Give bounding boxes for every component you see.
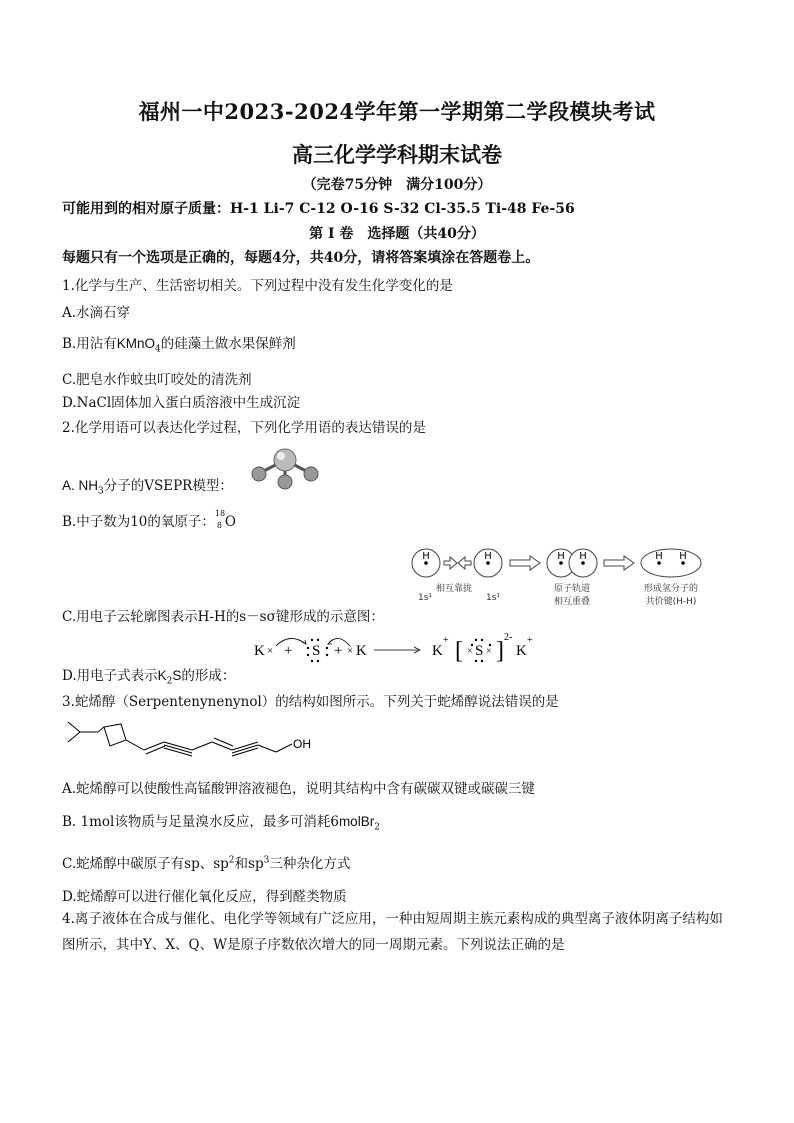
q3-option-a: A.蛇烯醇可以使酸性高锰酸钾溶液褪色，说明其结构中含有碳碳双键或碳碳三键 [62, 781, 536, 797]
q1-stem: 1.化学与生产、生活密切相关。下列过程中没有发生化学变化的是 [62, 278, 453, 294]
section-title: 第 Ⅰ 卷 选择题（共40分） [309, 226, 485, 242]
q2-option-d: D.用电子式表示$K_2S$的形成： [62, 668, 236, 687]
k2s-formation-figure [250, 628, 550, 670]
q3-stem: 3.蛇烯醇（Serpentenynenynol）的结构如图所示。下列关于蛇烯醇说法错误的是 [62, 694, 559, 710]
overlap-label-2: 相互重叠 [553, 597, 591, 607]
bond-label-2: 共价键(H-H) [645, 597, 697, 607]
h-label-5: H [655, 551, 663, 562]
q2-option-c: C.用电子云轮廓图表示H-H的s－sσ键形成的示意图： [62, 609, 384, 625]
q1-option-c: C.肥皂水作蚊虫叮咬处的清洗剂 [62, 372, 252, 388]
school-title: 福州一中2023-2024学年第一学期第二学段模块考试 [138, 99, 656, 124]
paper-title: 高三化学学科期末试卷 [292, 142, 502, 167]
electron-cross-a: × [467, 646, 473, 657]
overlap-label-1: 原子轨道 [553, 584, 591, 594]
bracket-left: [ [455, 638, 463, 664]
h-label-3: H [557, 551, 565, 562]
orbital-label-2: 1s¹ [486, 593, 501, 603]
s-atom: S [312, 643, 321, 659]
q4-stem: 4.离子液体在合成与催化、电化学等领域有广泛应用，一种由短周期主族元素构成的典型离子液体阴离子结构如图所示，其中Y、X、Q、W是原子序数依次增大的同一周期元素。下列说法正确的是 [62, 911, 723, 953]
q3-option-b: B. 1mol该物质与足量溴水反应，最多可消耗6molBr$_2$ [62, 814, 380, 833]
bond-label-1: 形成氢分子的 [643, 584, 699, 594]
approach-label: 相互靠拢 [436, 584, 473, 594]
oh-group-label: OH [293, 737, 311, 751]
h-label-2: H [484, 551, 492, 562]
atomic-masses: 可能用到的相对原子质量：H-1 Li-7 C-12 O-16 S-32 Cl-35.5 Ti-48 Fe-56 [62, 201, 575, 217]
q3-option-d: D.蛇烯醇可以进行催化氧化反应，得到醛类物质 [62, 889, 347, 905]
plus-left: + [284, 643, 293, 659]
bracket-right: ] [496, 638, 504, 664]
k-ion-left: K [432, 643, 443, 659]
instructions: 每题只有一个选项是正确的，每题4分，共40分，请将答案填涂在答题卷上。 [62, 250, 540, 266]
h-label-6: H [679, 551, 687, 562]
k-charge-right: + [527, 635, 533, 646]
orbital-label-1: 1s¹ [418, 593, 433, 603]
electron-cross-b: × [486, 646, 492, 657]
serpentenynenynol-structure [66, 716, 316, 760]
h2-bond-formation-figure [406, 546, 732, 612]
electron-cross-left: × [267, 645, 274, 657]
q2-stem: 2.化学用语可以表达化学过程，下列化学用语的表达错误的是 [62, 420, 426, 436]
vsepr-model-figure [248, 446, 322, 496]
k-atom-left: K [254, 643, 265, 659]
q1-option-a: A.水滴石穿 [62, 305, 131, 321]
k-ion-right: K [516, 643, 527, 659]
plus-right: + [334, 643, 343, 659]
q2-option-b: B.中子数为10的氧原子： 18 8 O [62, 508, 236, 530]
k-charge-left: + [443, 635, 449, 646]
s-ion: S [475, 643, 484, 659]
exam-info: （完卷75分钟 满分100分） [302, 177, 492, 193]
q1-option-d: D.NaCl固体加入蛋白质溶液中生成沉淀 [62, 395, 301, 411]
k-atom-right: K [356, 643, 367, 659]
q1-option-b: B.用沾有KMnO$_4$的硅藻土做水果保鲜剂 [62, 336, 296, 355]
h-label-1: H [422, 551, 430, 562]
q2-option-a: A. $NH_3$分子的VSEPR模型： [62, 478, 233, 497]
electron-cross-right: × [347, 645, 354, 657]
s-charge: 2- [504, 632, 513, 643]
h-label-4: H [579, 551, 587, 562]
q3-option-c: C.蛇烯醇中碳原子有sp、$sp^2$和$sp^3$三种杂化方式 [62, 855, 351, 872]
